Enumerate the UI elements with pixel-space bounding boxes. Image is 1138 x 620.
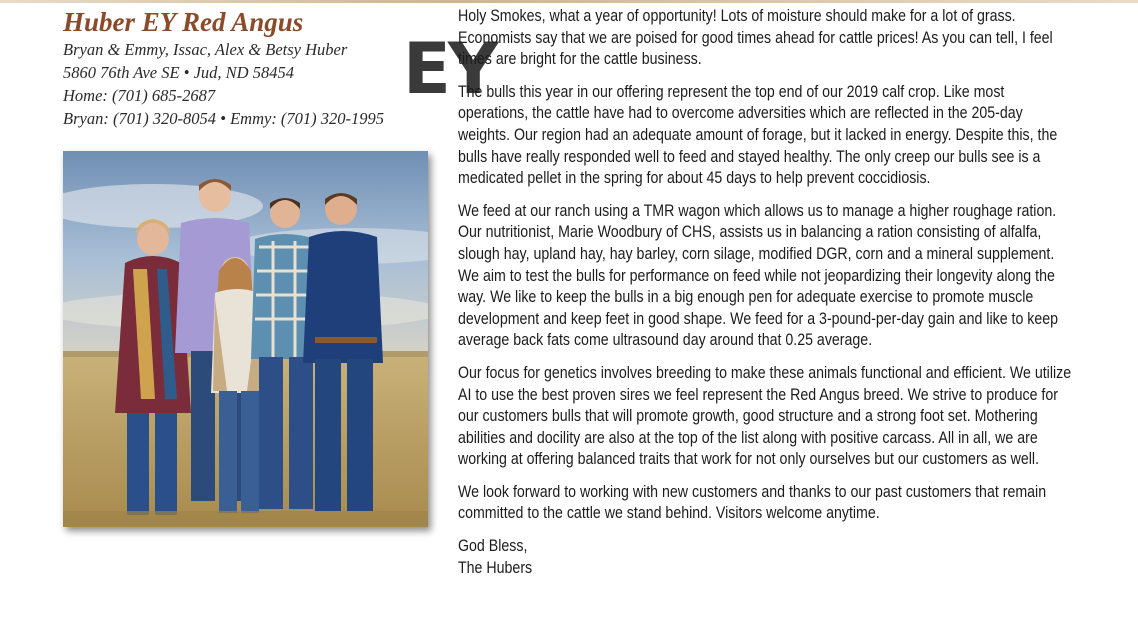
address-line: 5860 76th Ave SE • Jud, ND 58454	[63, 63, 294, 82]
letter-paragraph-5: We look forward to working with new customers and thanks to our past customers that remain committed to the cattle we stand behind. Visitors welcome anytime.	[458, 482, 1047, 523]
signature-line: The Hubers	[458, 558, 533, 577]
ey-brand-logo: EY	[403, 28, 496, 110]
letter-paragraph-2: The bulls this year in our offering represent the top end of our 2019 calf crop. Like most operations, the cattle have had to overcome adversities which are reflected in the 205-day weights. Our region had an adequate amount of forage, but it lacked in energy. Despite this, the bulls have really responded well to feed and stayed healthy. The only creep our bulls see is a medicated pellet in the spring for about 45 days to help prevent coccidiosis.	[458, 82, 1058, 188]
letter-paragraph-4: Our focus for genetics involves breeding to make these animals functional and efficient. We utilize AI to use the best proven sires we feel represent the Red Angus breed. We strive to produce for our customers bulls that will promote growth, good structure and a strong foot set. Mothering abilities and docility are also at the top of the list along with positive carcass. All in all, we are working at offering balanced traits that work for not only ourselves but our customers as well.	[458, 363, 1072, 469]
letter-paragraph-3: We feed at our ranch using a TMR wagon which allows us to manage a higher roughage ration. Our nutritionist, Marie Woodbury of CHS, assists us in balancing a ration consisting of alfalfa, slough hay, upland hay, hay barley, corn silage, modified DGR, corn and a mineral supplement. We aim to test the bulls for performance on feed while not jeopardizing their longevity along the way. We like to keep the bulls in a big enough pen for adequate exercise to promote muscle development and keep feet in good shape. We feed for a 3-pound-per-day gain and like to keep average back fats come ultrasound day around that 0.25 average.	[458, 201, 1059, 350]
family-photo-illustration	[63, 151, 428, 527]
letter-signoff	[458, 536, 1008, 579]
top-decorative-rule	[0, 0, 1138, 3]
ranch-name: Huber EY Red Angus	[63, 7, 304, 37]
letter-paragraph-1: Holy Smokes, what a year of opportunity! Lots of moisture should make for a lot of grass. Economists say that we are poised for good times ahead for cattle prices! As you can tell, I feel times are bright for the cattle business.	[458, 7, 1053, 69]
ranch-header	[63, 6, 496, 130]
closing-line: God Bless,	[458, 537, 528, 556]
owners-line: Bryan & Emmy, Issac, Alex & Betsy Huber	[63, 40, 348, 59]
contact-block	[63, 38, 443, 130]
family-photo	[63, 151, 428, 527]
cell-phones-line: Bryan: (701) 320-8054 • Emmy: (701) 320-1995	[63, 109, 385, 128]
letter-body	[458, 6, 1072, 579]
home-phone-line: Home: (701) 685-2687	[63, 86, 216, 105]
